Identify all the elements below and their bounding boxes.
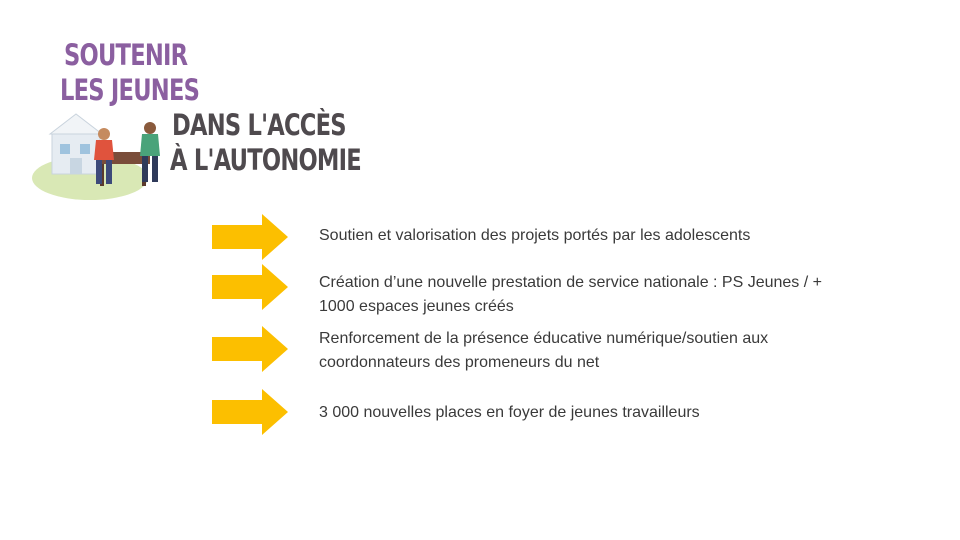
bullet-item: 3 000 nouvelles places en foyer de jeunes travailleurs	[319, 404, 700, 421]
arrow-icon	[212, 264, 288, 310]
title-line-les-jeunes: LES JEUNES	[60, 73, 200, 107]
bullet-item: Renforcement de la présence éducative numérique/soutien aux coordonnateurs des promeneurs du net	[319, 330, 769, 371]
arrow-icon	[212, 389, 288, 435]
bullet-item: Création d’une nouvelle prestation de service nationale : PS Jeunes / + 1000 espaces jeunes créés	[319, 274, 822, 315]
title-line-soutenir: SOUTENIR	[64, 38, 188, 72]
youth-foosball-illustration	[30, 100, 170, 210]
arrow-icon	[212, 326, 288, 372]
arrow-icon	[212, 214, 288, 260]
title-line-autonomie: À L'AUTONOMIE	[170, 143, 361, 177]
title-line-dans-l-acces: DANS L'ACCÈS	[172, 108, 346, 142]
bullet-item: Soutien et valorisation des projets portés par les adolescents	[319, 227, 751, 244]
